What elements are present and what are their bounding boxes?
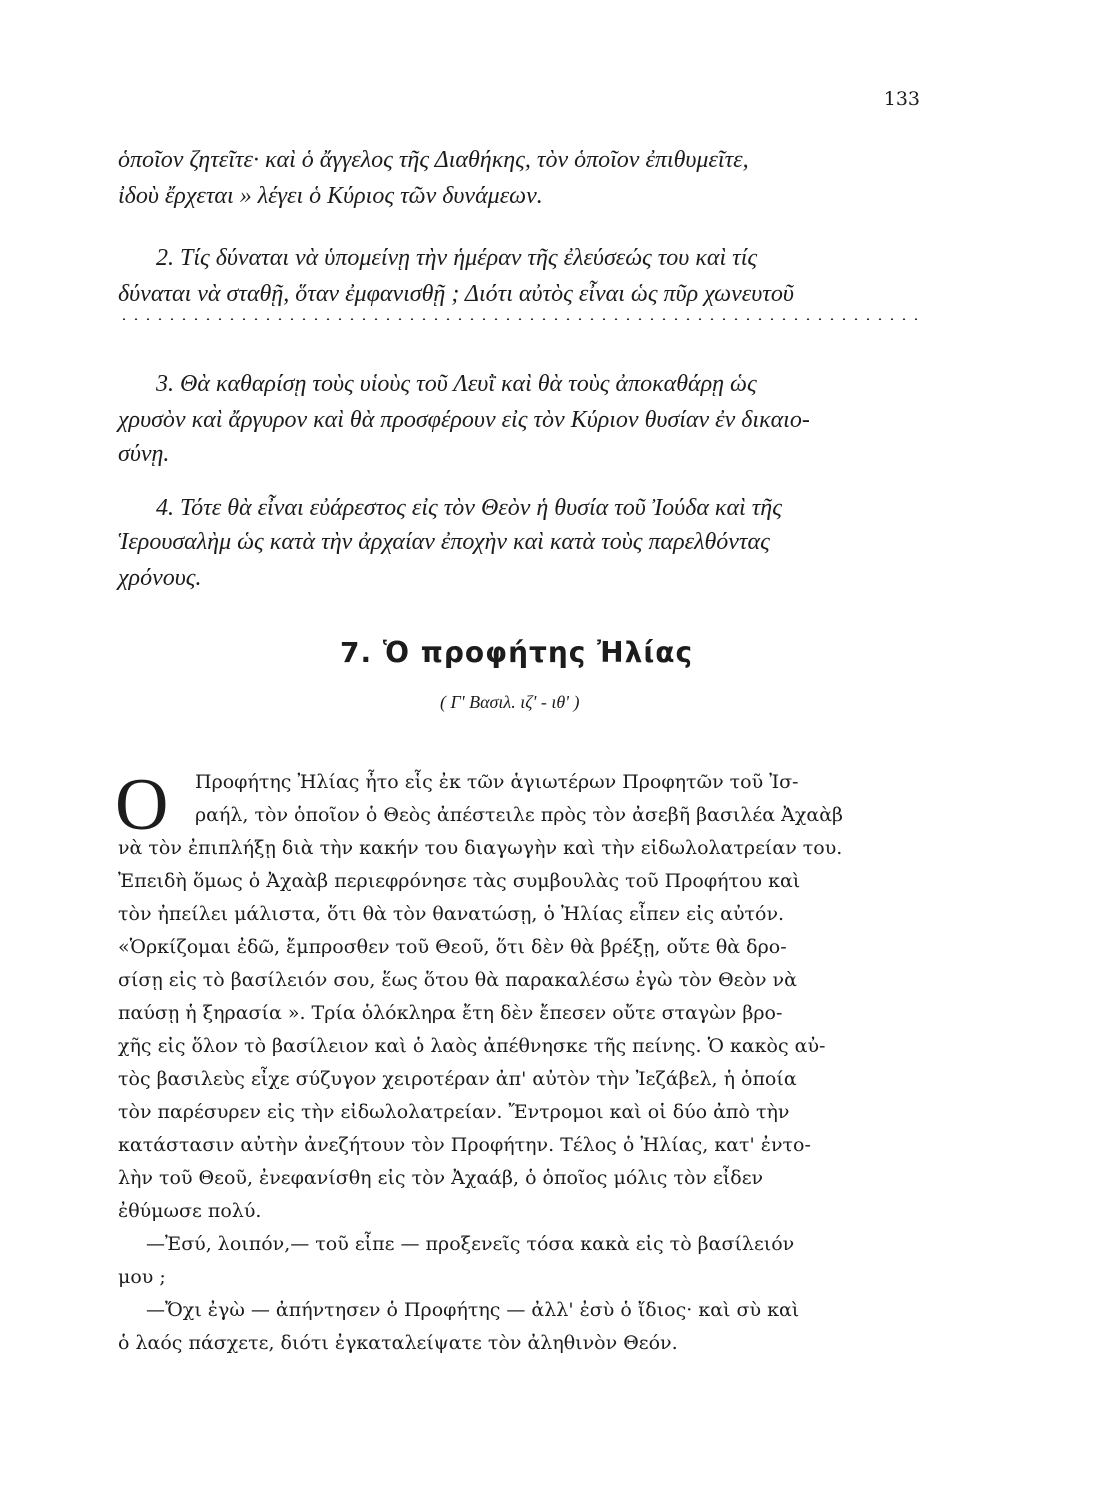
section-title: 7. Ὁ προφήτης Ἠλίας xyxy=(340,636,694,669)
body-line: νὰ τὸν ἐπιπλήξῃ διὰ τὴν κακήν του διαγωγὴν καὶ τὴν εἰδωλολατρείαν του. xyxy=(118,837,843,859)
prev-text-line: 2. Τίς δύναται νὰ ὑπομείνῃ τὴν ἡμέραν τῆς ἐλεύσεώς του καὶ τίς xyxy=(156,245,758,271)
body-line: Ἐπειδὴ ὅμως ὁ Ἀχαὰβ περιεφρόνησε τὰς συμβουλὰς τοῦ Προφήτου καὶ xyxy=(118,870,801,892)
body-line: σίσῃ εἰς τὸ βασίλειόν σου, ἕως ὅτου θὰ παρακαλέσω ἐγὼ τὸν Θεὸν νὰ xyxy=(118,969,797,991)
prev-text-line: δύναται νὰ σταθῇ, ὅταν ἐμφανισθῇ ; Διότι αὐτὸς εἶναι ὡς πῦρ χωνευτοῦ xyxy=(118,281,794,307)
body-line: τὸν παρέσυρεν εἰς τὴν εἰδωλολατρείαν. Ἔντρομοι καὶ οἱ δύο ἀπὸ τὴν xyxy=(118,1101,790,1123)
body-line: χῆς εἰς ὅλον τὸ βασίλειον καὶ ὁ λαὸς ἀπέθνησκε τῆς πείνης. Ὁ κακὸς αὐ- xyxy=(118,1035,826,1057)
drop-cap: Ο xyxy=(115,764,169,846)
body-line: λὴν τοῦ Θεοῦ, ἐνεφανίσθη εἰς τὸν Ἀχαάβ, ὁ ὁποῖος μόλις τὸν εἶδεν xyxy=(118,1167,764,1189)
body-line: —Ὄχι ἐγὼ — ἀπήντησεν ὁ Προφήτης — ἀλλ' ἐσὺ ὁ ἴδιος· καὶ σὺ καὶ xyxy=(146,1299,800,1321)
prev-text-line: σύνῃ. xyxy=(118,441,170,467)
body-line: κατάστασιν αὐτὴν ἀνεζήτουν τὸν Προφήτην. Τέλος ὁ Ἠλίας, κατ' ἐντο- xyxy=(118,1134,811,1156)
prev-text-line: 4. Τότε θὰ εἶναι εὐάρεστος εἰς τὸν Θεὸν ἡ θυσία τοῦ Ἰούδα καὶ τῆς xyxy=(156,495,782,521)
prev-text-line: ὁποῖον ζητεῖτε· καὶ ὁ ἄγγελος τῆς Διαθήκης, τὸν ὁποῖον ἐπιθυμεῖτε, xyxy=(118,147,749,173)
body-line: «Ὁρκίζομαι ἐδῶ, ἔμπροσθεν τοῦ Θεοῦ, ὅτι δὲν θὰ βρέξῃ, οὔτε θὰ δρο- xyxy=(118,936,787,958)
prev-text-line: ἰδοὺ ἔρχεται » λέγει ὁ Κύριος τῶν δυνάμεων. xyxy=(118,183,543,209)
body-line: ἐθύμωσε πολύ. xyxy=(118,1200,262,1222)
body-line: ραήλ, τὸν ὁποῖον ὁ Θεὸς ἀπέστειλε πρὸς τὸν ἀσεβῆ βασιλέα Ἀχαὰβ xyxy=(195,804,844,826)
prev-text-line: Ἱερουσαλὴμ ὡς κατὰ τὴν ἀρχαίαν ἐποχὴν καὶ κατὰ τοὺς παρελθόντας xyxy=(118,529,770,555)
scripture-reference: ( Γ' Βασιλ. ιζ' - ιθ' ) xyxy=(440,692,580,712)
body-line: ὁ λαός πάσχετε, διότι ἐγκαταλείψατε τὸν ἀληθινὸν Θεόν. xyxy=(118,1332,678,1354)
prev-text-line: χρόνους. xyxy=(118,565,202,591)
body-line: μου ; xyxy=(118,1266,166,1288)
body-line: τὸς βασιλεὺς εἶχε σύζυγον χειροτέραν ἀπ' αὐτὸν τὴν Ἰεζάβελ, ἡ ὁποία xyxy=(118,1068,797,1090)
body-line: τὸν ἠπείλει μάλιστα, ὅτι θὰ τὸν θανατώσῃ, ὁ Ἠλίας εἶπεν εἰς αὐτόν. xyxy=(118,903,785,925)
body-line: παύσῃ ἡ ξηρασία ». Τρία ὁλόκληρα ἔτη δὲν ἔπεσεν οὔτε σταγὼν βρο- xyxy=(118,1002,783,1024)
page-number: 133 xyxy=(883,88,920,110)
body-line: Προφήτης Ἠλίας ἦτο εἷς ἐκ τῶν ἁγιωτέρων Προφητῶν τοῦ Ἰσ- xyxy=(195,771,799,793)
body-line: —Ἐσύ, λοιπόν,— τοῦ εἶπε — προξενεῖς τόσα κακὰ εἰς τὸ βασίλειόν xyxy=(146,1233,795,1255)
ellipsis-divider xyxy=(118,318,920,320)
prev-text-line: χρυσὸν καὶ ἄργυρον καὶ θὰ προσφέρουν εἰς τὸν Κύριον θυσίαν ἐν δικαιο- xyxy=(118,407,810,433)
prev-text-line: 3. Θὰ καθαρίσῃ τοὺς υἱοὺς τοῦ Λευῒ καὶ θὰ τοὺς ἀποκαθάρῃ ὡς xyxy=(156,371,757,397)
